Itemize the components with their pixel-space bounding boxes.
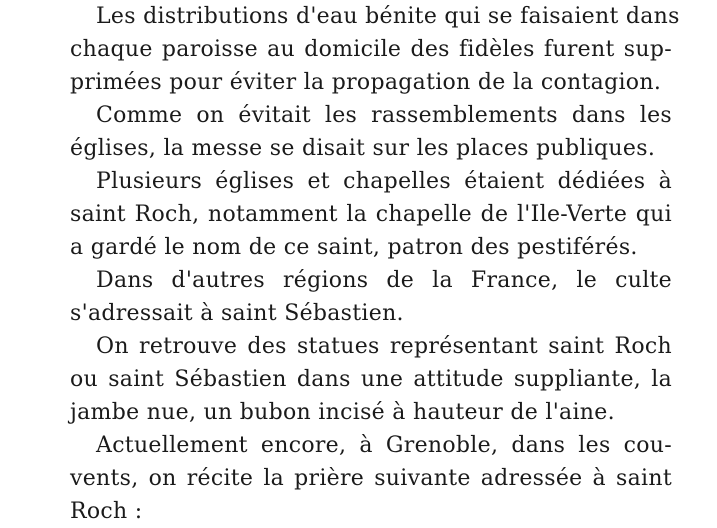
paragraph-6	[70, 429, 672, 528]
paragraph-4	[70, 264, 672, 330]
text-line: chaque paroisse au domicile des fidèles furent sup-	[70, 37, 672, 62]
text-line: Plusieurs églises et chapelles étaient dédiées à	[96, 169, 672, 194]
text-line: Les distributions d'eau bénite qui se faisaient dans	[96, 4, 680, 29]
text-line: ou saint Sébastien dans une attitude suppliante, la	[70, 367, 672, 392]
document-page	[70, 0, 680, 528]
paragraph-3	[70, 165, 672, 264]
text-line: Roch :	[70, 499, 143, 524]
paragraph-2	[70, 99, 672, 165]
text-line: saint Roch, notamment la chapelle de l'Ile-Verte qui	[70, 202, 672, 227]
text-line: On retrouve des statues représentant saint Roch	[96, 334, 672, 359]
text-line: jambe nue, un bubon incisé à hauteur de l'aine.	[70, 400, 615, 425]
text-line: Dans d'autres régions de la France, le culte	[96, 268, 672, 293]
text-line: primées pour éviter la propagation de la contagion.	[70, 70, 662, 95]
text-line: s'adressait à saint Sébastien.	[70, 301, 404, 326]
paragraph-5	[70, 330, 672, 429]
text-line: Comme on évitait les rassemblements dans les	[96, 103, 672, 128]
text-line: Actuellement encore, à Grenoble, dans les cou-	[96, 433, 672, 458]
paragraph-1	[70, 0, 680, 99]
text-line: vents, on récite la prière suivante adressée à saint	[70, 466, 672, 491]
text-line: a gardé le nom de ce saint, patron des pestiférés.	[70, 235, 638, 260]
text-line: églises, la messe se disait sur les places publiques.	[70, 136, 656, 161]
